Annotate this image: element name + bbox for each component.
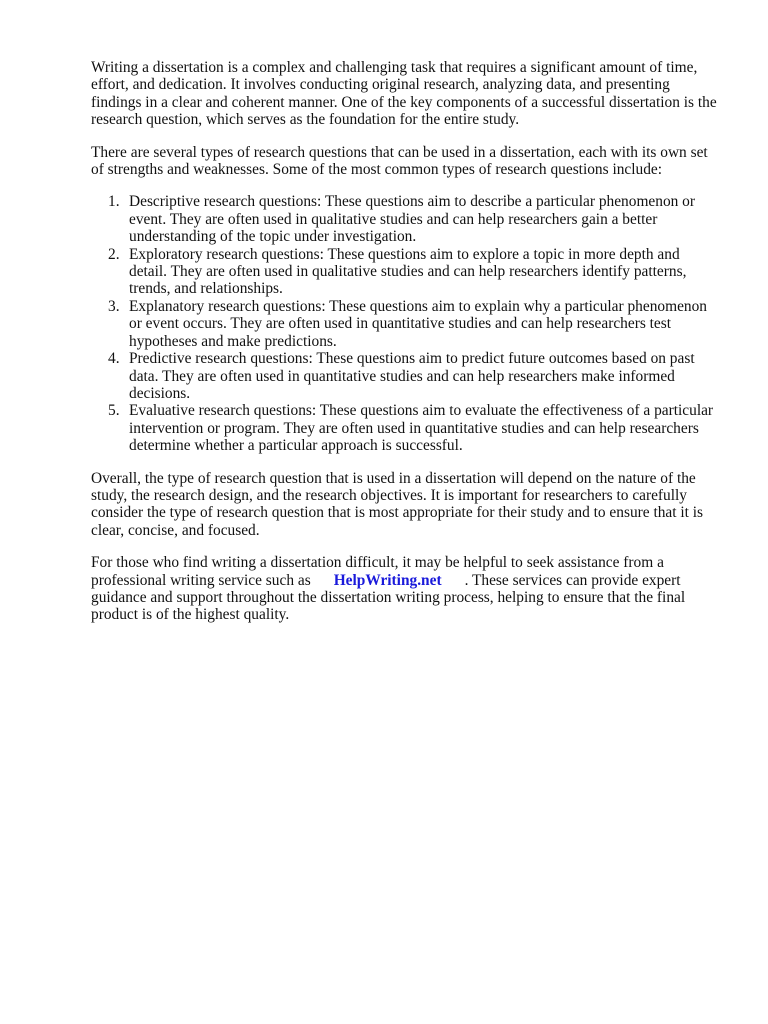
types-paragraph: There are several types of research questions that can be used in a dissertation, each with its own set of strengths and weaknesses. Some of the most common types of research questions include: <box>91 143 708 179</box>
research-question-types-list <box>91 193 721 454</box>
intro-paragraph: Writing a dissertation is a complex and challenging task that requires a significant amount of time, effort, and dedication. It involves conducting original research, analyzing data, and presenting findings in a clear and coherent manner. One of the key components of a successful dissertation is the research question, which serves as the foundation for the entire study. <box>91 59 717 129</box>
list-item <box>91 350 721 402</box>
list-item-number: 3. <box>108 297 120 315</box>
list-item-number: 1. <box>108 193 120 211</box>
list-item-text: Descriptive research questions: These questions aim to describe a particular phenomenon or event. They are often used in qualitative studies and can help researchers gain a better understanding of the topic under investigation. <box>129 193 695 246</box>
list-item-number: 5. <box>108 402 120 420</box>
list-item-text: Predictive research questions: These questions aim to predict future outcomes based on past data. They are often used in quantitative studies and can help researchers make informed decisions. <box>129 350 695 402</box>
closing-text-after-link: . These services can provide expert guidance and support throughout the dissertation writing process, helping to ensure that the final product is of the highest quality. <box>91 571 686 624</box>
list-item <box>91 402 721 454</box>
list-item-number: 2. <box>108 245 120 263</box>
closing-text-before-link: For those who find writing a dissertation difficult, it may be helpful to seek assistance from a professional writing service such as <box>91 554 664 589</box>
helpwriting-link[interactable]: HelpWriting.net <box>333 571 442 589</box>
list-item <box>91 246 721 298</box>
list-item-text: Exploratory research questions: These questions aim to explore a topic in more depth and detail. They are often used in qualitative studies and can help researchers identify patterns, trends, and relationships. <box>129 245 687 298</box>
list-item-number: 4. <box>108 350 120 368</box>
overall-paragraph: Overall, the type of research question that is used in a dissertation will depend on the nature of the study, the research design, and the research objectives. It is important for researchers to carefully consider the type of research question that is most appropriate for their study and to ensure that it is clear, concise, and focused. <box>91 469 704 539</box>
list-item-text: Evaluative research questions: These questions aim to evaluate the effectiveness of a particular intervention or program. They are often used in quantitative studies and can help researchers determine whether a particular approach is successful. <box>129 402 714 455</box>
list-item <box>91 193 721 245</box>
closing-paragraph <box>91 554 721 624</box>
list-item-text: Explanatory research questions: These questions aim to explain why a particular phenomenon or event occurs. They are often used in quantitative studies and can help researchers test hypotheses and make predictions. <box>129 297 707 350</box>
list-item <box>91 298 721 350</box>
document-page <box>91 59 721 639</box>
